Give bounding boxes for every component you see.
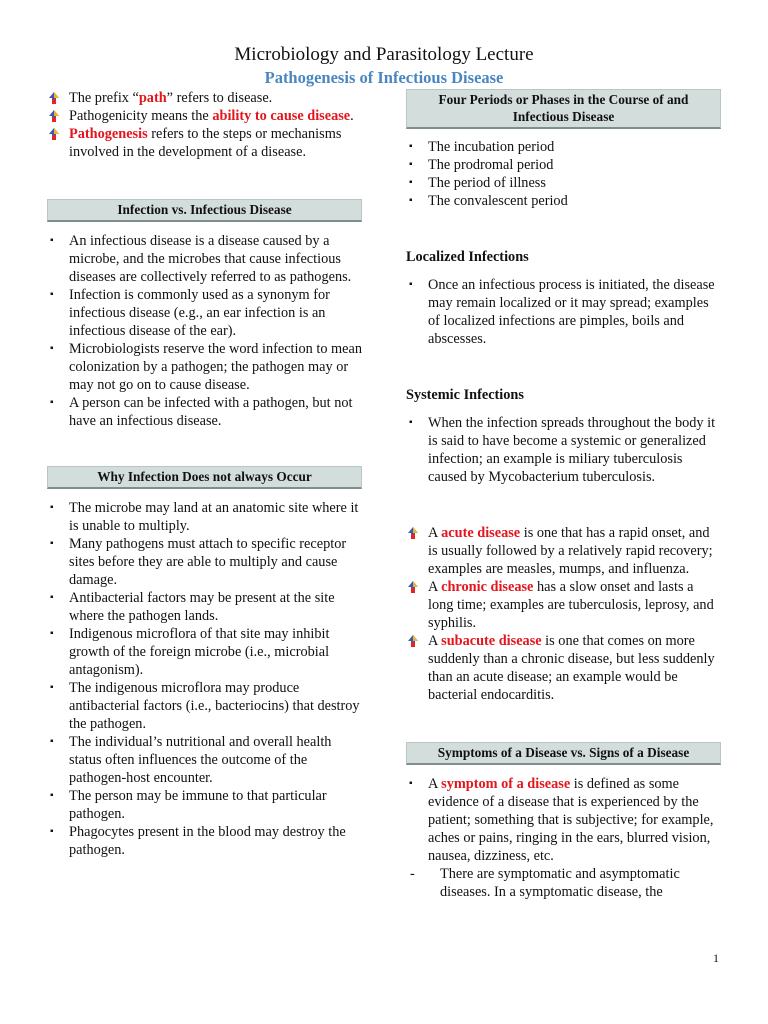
symptoms-heading: Symptoms of a Disease vs. Signs of a Disease: [406, 742, 721, 765]
square-bullet-icon: ▪: [50, 682, 54, 693]
arrow-bullet-icon: [48, 128, 60, 140]
intro-item: Pathogenesis refers to the steps or mechanisms involved in the development of a disease.: [47, 125, 362, 161]
square-bullet-icon: ▪: [409, 778, 413, 789]
list-item: ▪ The convalescent period: [409, 193, 568, 209]
square-bullet-icon: ▪: [50, 502, 54, 513]
why-heading: Why Infection Does not always Occur: [47, 466, 362, 489]
list-item: ▪ The person may be immune to that particular pathogen.: [50, 788, 327, 822]
list-item: ▪ A person can be infected with a pathogen, but not have an infectious disease.: [50, 395, 353, 429]
square-bullet-icon: ▪: [50, 628, 54, 639]
square-bullet-icon: ▪: [50, 235, 54, 246]
square-bullet-icon: ▪: [50, 538, 54, 549]
list-item: ▪ Microbiologists reserve the word infection to mean colonization by a pathogen; the pathogen may or may not go on to cause disease.: [50, 341, 363, 393]
infection-heading: Infection vs. Infectious Disease: [47, 199, 362, 222]
dash-bullet-icon: -: [410, 866, 415, 882]
list-item: ▪ Once an infectious process is initiated, the disease may remain localized or it may spread; examples of localized infections are pimples, boils and abscesses.: [409, 277, 715, 347]
intro-list: [47, 89, 362, 161]
square-bullet-icon: ▪: [50, 790, 54, 801]
arrow-bullet-icon: [407, 635, 419, 647]
periods-list: [406, 138, 721, 210]
list-item: ▪ A symptom of a disease is defined as some evidence of a disease that is experienced by the patient; something that is subjective; for example, aches or pains, ringing in the ears, blurred vision, nausea, dizziness, etc.: [409, 776, 714, 864]
square-bullet-icon: ▪: [409, 177, 413, 188]
systemic-heading: Systemic Infections: [406, 387, 524, 403]
list-item: ▪ Many pathogens must attach to specific receptor sites before they are able to multiply and cause damage.: [50, 536, 347, 588]
localized-list: [406, 276, 721, 348]
list-item: ▪ The indigenous microflora may produce antibacterial factors (i.e., bacteriocins) that destroy the pathogen.: [50, 680, 360, 732]
arrow-bullet-icon: [48, 92, 60, 104]
square-bullet-icon: ▪: [50, 343, 54, 354]
square-bullet-icon: ▪: [50, 826, 54, 837]
square-bullet-icon: ▪: [409, 417, 413, 428]
list-item: ▪ Phagocytes present in the blood may destroy the pathogen.: [50, 824, 346, 858]
periods-heading: Four Periods or Phases in the Course of and Infectious Disease: [406, 89, 721, 129]
systemic-list: [406, 414, 721, 486]
page-number: 1: [713, 951, 719, 965]
square-bullet-icon: ▪: [50, 736, 54, 747]
left-column: [47, 89, 362, 859]
list-item: ▪ The microbe may land at an anatomic site where it is unable to multiply.: [50, 500, 359, 534]
symptoms-dash-item: - There are symptomatic and asymptomatic diseases. In a symptomatic disease, the: [410, 866, 680, 900]
arrow-bullet-icon: [48, 110, 60, 122]
list-item: ▪ Indigenous microflora of that site may inhibit growth of the foreign microbe (i.e., microbial antagonism).: [50, 626, 330, 678]
list-item: ▪ The prodromal period: [409, 157, 554, 173]
square-bullet-icon: ▪: [409, 141, 413, 152]
list-item: ▪ Antibacterial factors may be present at the site where the pathogen lands.: [50, 590, 335, 624]
document-title: Microbiology and Parasitology Lecture: [234, 44, 534, 65]
localized-heading: Localized Infections: [406, 249, 529, 265]
square-bullet-icon: ▪: [50, 397, 54, 408]
why-list: [47, 499, 362, 859]
square-bullet-icon: ▪: [50, 592, 54, 603]
document-subtitle: Pathogenesis of Infectious Disease: [264, 68, 504, 87]
right-column: [406, 89, 721, 901]
symptoms-list: [406, 775, 721, 865]
list-item: ▪ The period of illness: [409, 175, 546, 191]
list-item: ▪ The incubation period: [409, 139, 555, 155]
disease-type-item: A chronic disease has a slow onset and lasts a long time; examples are tuberculosis, leprosy, and syphilis.: [406, 578, 721, 632]
square-bullet-icon: ▪: [50, 289, 54, 300]
list-item: ▪ When the infection spreads throughout the body it is said to have become a systemic or generalized infection; an example is miliary tuberculosis caused by Mycobacterium tuberculosis.: [409, 415, 716, 485]
list-item: ▪ An infectious disease is a disease caused by a microbe, and the microbes that cause infectious diseases are collectively referred to as pathogens.: [50, 233, 352, 285]
infection-list: [47, 232, 362, 430]
disease-types-list: [406, 524, 721, 704]
square-bullet-icon: ▪: [409, 279, 413, 290]
arrow-bullet-icon: [407, 581, 419, 593]
intro-item: Pathogenicity means the ability to cause disease.: [47, 107, 362, 125]
list-item: ▪ Infection is commonly used as a synonym for infectious disease (e.g., an ear infection is an infectious disease of the ear).: [50, 287, 330, 339]
intro-item: The prefix “path” refers to disease.: [47, 89, 362, 107]
arrow-bullet-icon: [407, 527, 419, 539]
disease-type-item: A subacute disease is one that comes on more suddenly than a chronic disease, but less suddenly than an acute disease; an example would be bacterial endocarditis.: [406, 632, 721, 704]
square-bullet-icon: ▪: [409, 159, 413, 170]
disease-type-item: A acute disease is one that has a rapid onset, and is usually followed by a relatively rapid recovery; examples are measles, mumps, and influenza.: [406, 524, 721, 578]
list-item: ▪ The individual’s nutritional and overall health status often influences the outcome of the pathogen-host encounter.: [50, 734, 332, 786]
square-bullet-icon: ▪: [409, 195, 413, 206]
